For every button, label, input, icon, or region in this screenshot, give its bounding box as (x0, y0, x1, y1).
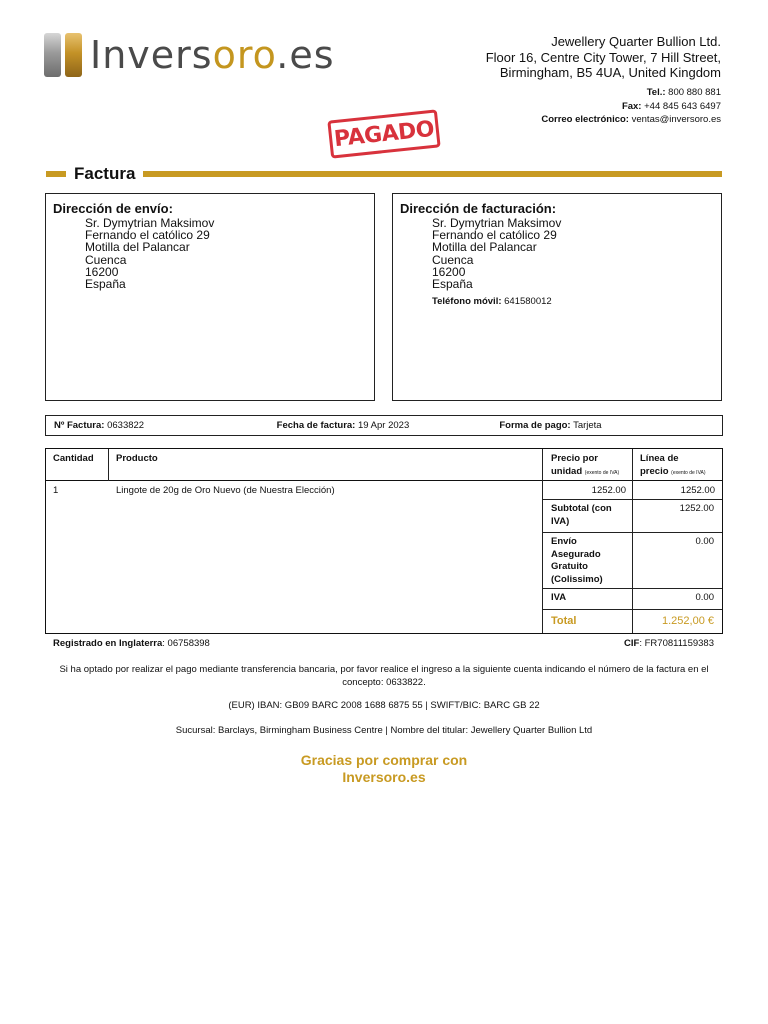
total-row: Total 1.252,00 € (543, 609, 722, 633)
company-contacts (541, 86, 721, 127)
thank-you-message: Gracias por comprar con Inversoro.es (300, 752, 468, 785)
billing-line: España (432, 277, 473, 292)
table-header (46, 449, 722, 481)
row-unit-price: 1252.00 (591, 485, 626, 496)
company-name: Jewellery Quarter Bullion Ltd. (551, 34, 721, 49)
billing-line: 16200 (432, 264, 466, 279)
company-address (486, 34, 721, 81)
bank-transfer-note: Si ha optado por realizar el pago mediante transferencia bancaria, por favor realice el ingreso a la siguiente cuenta indicando el número de la factura en el concepto: 0633822. (59, 664, 709, 688)
billing-line: Sr. Dymytrian Maksimov (432, 216, 562, 230)
page-title: Factura (74, 164, 136, 183)
line-price-header: Línea de precio (exento de IVA) (640, 453, 706, 477)
shipping-line: Cuenca (85, 252, 127, 267)
row-qty: 1 (53, 485, 59, 496)
shipping-line: Fernando el católico 29 (85, 228, 210, 243)
company-fax: Fax: +44 845 643 6497 (621, 100, 721, 112)
invoice-date: Fecha de factura: 19 Apr 2023 (276, 420, 410, 431)
shipping-line: España (85, 277, 126, 292)
shipping-line: Motilla del Palancar (85, 240, 190, 255)
paid-stamp: PAGADO (327, 109, 440, 158)
logo-bars-icon (44, 33, 82, 77)
row-product: Lingote de 20g de Oro Nuevo (de Nuestra Elección) (116, 485, 335, 496)
billing-line: Cuenca (432, 252, 474, 267)
billing-line: Fernando el católico 29 (432, 228, 557, 243)
branch-info: Sucursal: Barclays, Birmingham Business Centre | Nombre del titular: Jewellery Quarter Bullion Ltd (175, 725, 593, 736)
unit-price-header: Precio por unidad (exento de IVA) (551, 453, 620, 477)
brand-logo (44, 33, 335, 77)
invoice-number: Nº Factura: 0633822 (54, 420, 145, 431)
company-email: Correo electrónico: ventas@inversoro.es (541, 114, 721, 125)
billing-address-box (392, 193, 722, 401)
vat-row: IVA 0.00 (543, 588, 722, 609)
logo-wordmark: Inversoro.es (90, 33, 335, 77)
company-cif: CIF: FR70811159383 (624, 638, 714, 649)
shipping-address-box (45, 193, 375, 401)
shipping-line: 16200 (85, 264, 119, 279)
shipping-heading: Dirección de envío: (53, 201, 173, 216)
company-phone: Tel.: 800 880 881 (646, 87, 721, 98)
invoice-meta-row (45, 415, 723, 436)
invoice-title (46, 163, 722, 185)
iban-info: (EUR) IBAN: GB09 BARC 2008 1688 6875 55 | SWIFT/BIC: BARC GB 22 (228, 700, 540, 711)
row-line-price: 1252.00 (680, 485, 715, 496)
shipping-line: Sr. Dymytrian Maksimov (85, 216, 215, 230)
product-header: Producto (116, 453, 158, 464)
billing-heading: Dirección de facturación: (400, 201, 557, 216)
subtotal-row: Subtotal (con IVA) 1252.00 (543, 499, 722, 532)
items-table (45, 448, 723, 634)
shipping-row: Envío Asegurado Gratuito (Colissimo) 0.00 (543, 532, 722, 588)
company-address-line-2: Birmingham, B5 4UA, United Kingdom (499, 65, 721, 80)
company-address-line-1: Floor 16, Centre City Tower, 7 Hill Street, (485, 49, 721, 65)
billing-phone: Teléfono móvil: 641580012 (432, 296, 552, 308)
qty-header: Cantidad (53, 453, 94, 464)
billing-line: Motilla del Palancar (432, 240, 537, 255)
payment-method: Forma de pago: Tarjeta (499, 420, 602, 431)
company-registration: Registrado en Inglaterra: 06758398 (53, 638, 210, 649)
